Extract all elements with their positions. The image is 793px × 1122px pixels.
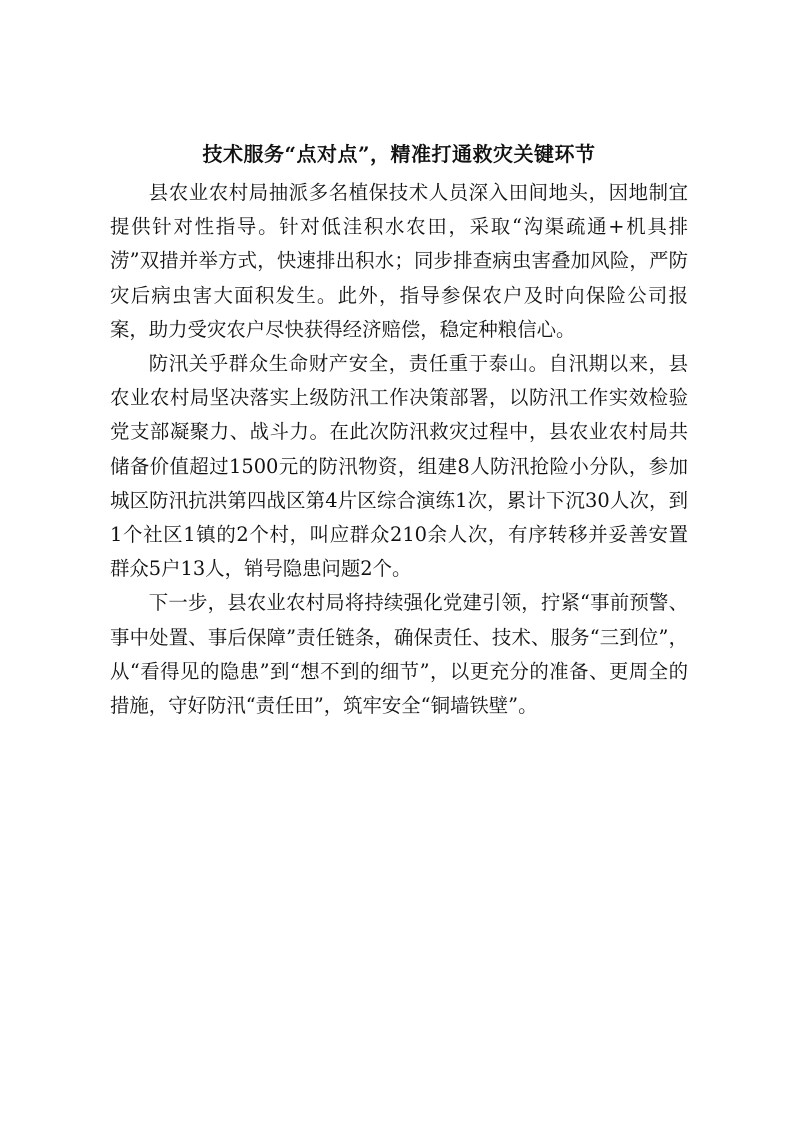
section-heading: 技术服务“点对点”，精准打通救灾关键环节 xyxy=(202,142,596,166)
paragraph-next-steps: 下一步，县农业农村局将持续强化党建引领，拧紧“事前预警、事中处置、事后保障”责任链条，确保责任、技术、服务“三到位”，从“看得见的隐患”到“想不到的细节”，以更充分的准备、更周全的措施，守好防汛“责任田”，筑牢安全“铜墙铁壁”。 xyxy=(110,591,688,718)
paragraph-flood-responsibility: 防汛关乎群众生命财产安全，责任重于泰山。自汛期以来，县农业农村局坚决落实上级防汛工作决策部署，以防汛工作实效检验党支部凝聚力、战斗力。在此次防汛救灾过程中，县农业农村局共储备价值超过1500元的防汛物资，组建8人防汛抢险小分队，参加城区防汛抗洪第四战区第4片区综合演练1次，累计下沉30人次，到1个社区1镇的2个村，叫应群众210余人次，有序转移并妥善安置群众5户13人，销号隐患问题2个。 xyxy=(110,352,688,581)
document-body xyxy=(110,140,688,723)
paragraph-technical-service: 县农业农村局抽派多名植保技术人员深入田间地头，因地制宜提供针对性指导。针对低洼积水农田，采取“沟渠疏通+机具排涝”双措并举方式，快速排出积水；同步排查病虫害叠加风险，严防灾后病虫害大面积发生。此外，指导参保农户及时向保险公司报案，助力受灾农户尽快获得经济赔偿，稳定种粮信心。 xyxy=(110,181,688,341)
